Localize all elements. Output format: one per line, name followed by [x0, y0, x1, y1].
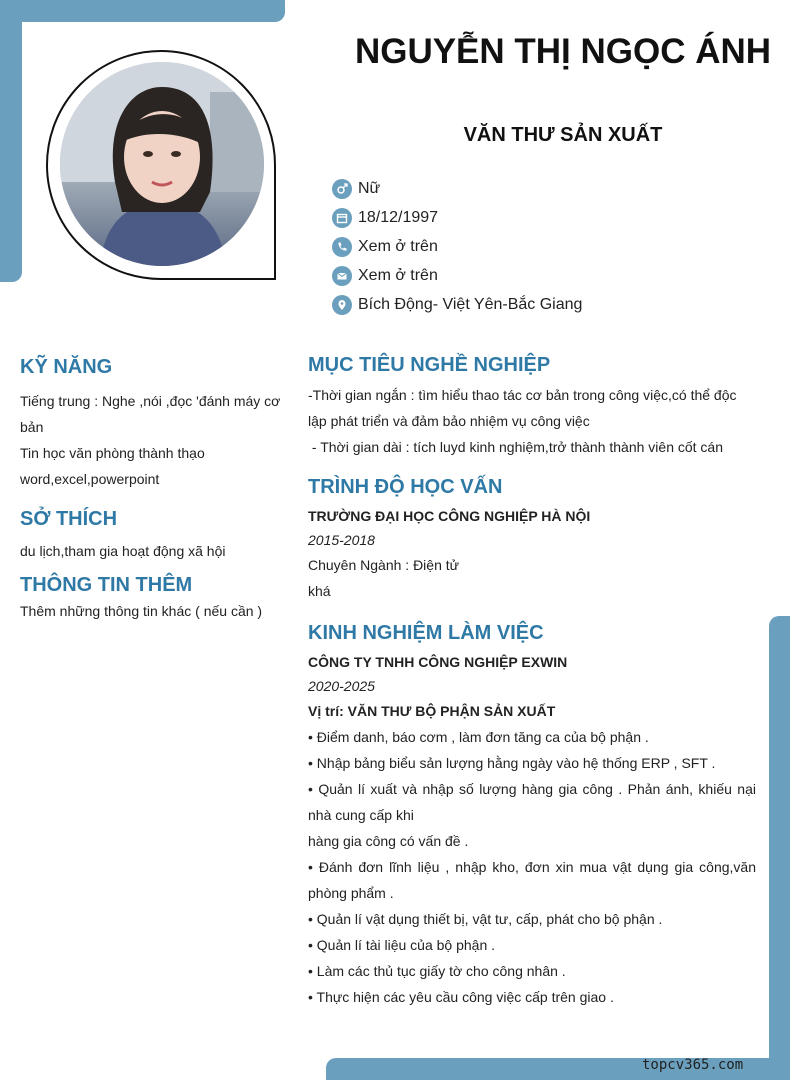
duty-item: • Đánh đơn lĩnh liệu , nhập kho, đơn xin mua vật dụng gia công,văn phòng phẩm . — [308, 859, 756, 901]
duty-item: • Điểm danh, báo cơm , làm đơn tăng ca của bộ phận . — [308, 729, 649, 745]
phone-icon — [332, 237, 352, 257]
gender-icon — [332, 179, 352, 199]
objective-line: -Thời gian ngắn : tìm hiểu thao tác cơ bản trong công việc,có thể độc lập phát triển và đảm bảo nhiệm vụ công việc — [308, 387, 737, 429]
contact-address — [332, 290, 582, 319]
hobbies-text: du lịch,tham gia hoạt động xã hội — [20, 543, 226, 559]
education-grade: khá — [308, 583, 331, 599]
full-name: NGUYỄN THỊ NGỌC ÁNH — [354, 32, 772, 71]
skill-item: Tiếng trung : Nghe ,nói ,đọc 'đánh máy cơ bản — [20, 393, 281, 435]
profile-photo — [60, 62, 264, 266]
duty-item: hàng gia công có vấn đề . — [308, 833, 469, 849]
decorative-right-bar — [769, 616, 790, 1080]
position: Vị trí: VĂN THƯ BỘ PHẬN SẢN XUẤT — [308, 703, 556, 719]
duty-item: • Thực hiện các yêu cầu công việc cấp trên giao . — [308, 989, 614, 1005]
education-major: Chuyên Ngành : Điện tử — [308, 557, 460, 573]
skills-title: KỸ NĂNG — [20, 356, 113, 378]
extra-info-title: THÔNG TIN THÊM — [20, 574, 193, 596]
duty-item: • Quản lí tài liệu của bộ phận . — [308, 937, 496, 953]
experience-title: KINH NGHIỆM LÀM VIỆC — [308, 622, 544, 644]
objective-title: MỤC TIÊU NGHỀ NGHIỆP — [308, 354, 551, 376]
footer-watermark: topcv365.com — [642, 1057, 744, 1073]
contact-birthday — [332, 203, 582, 232]
contact-email — [332, 261, 582, 290]
hobbies-title: SỞ THÍCH — [20, 508, 118, 530]
decorative-top-bar — [0, 0, 285, 22]
decorative-left-bar — [0, 0, 22, 282]
email-value: Xem ở trên — [358, 266, 438, 284]
duty-item: • Nhập bảng biểu sản lượng hằng ngày vào hệ thống ERP , SFT . — [308, 755, 716, 771]
right-column — [308, 350, 756, 1010]
email-icon — [332, 266, 352, 286]
address-value: Bích Động- Việt Yên-Bắc Giang — [358, 295, 583, 313]
extra-info-text: Thêm những thông tin khác ( nếu cần ) — [20, 603, 263, 619]
education-title: TRÌNH ĐỘ HỌC VẤN — [308, 476, 503, 498]
contact-phone — [332, 232, 582, 261]
job-title: VĂN THƯ SẢN XUẤT — [463, 124, 663, 146]
objective-line: - Thời gian dài : tích luyd kinh nghiệm,trở thành thành viên cốt cán — [308, 439, 724, 455]
duty-item: • Quản lí vật dụng thiết bị, vật tư, cấp, phát cho bộ phận . — [308, 911, 663, 927]
company-name: CÔNG TY TNHH CÔNG NGHIỆP EXWIN — [308, 654, 568, 670]
calendar-icon — [332, 208, 352, 228]
gender-value: Nữ — [358, 179, 381, 197]
education-period: 2015-2018 — [308, 532, 375, 548]
skill-item: Tin học văn phòng thành thạo word,excel,powerpoint — [20, 445, 205, 487]
location-icon — [332, 295, 352, 315]
contact-gender — [332, 174, 582, 203]
phone-value: Xem ở trên — [358, 237, 438, 255]
duty-item: • Làm các thủ tục giấy tờ cho công nhân . — [308, 963, 566, 979]
school-name: TRƯỜNG ĐẠI HỌC CÔNG NGHIỆP HÀ NỘI — [308, 508, 591, 524]
birthday-value: 18/12/1997 — [358, 208, 439, 226]
experience-period: 2020-2025 — [308, 678, 375, 694]
duty-item: • Quản lí xuất và nhập số lượng hàng gia công . Phản ánh, khiếu nại nhà cung cấp khi — [308, 781, 756, 823]
contact-info — [332, 174, 582, 319]
left-column — [20, 352, 282, 622]
